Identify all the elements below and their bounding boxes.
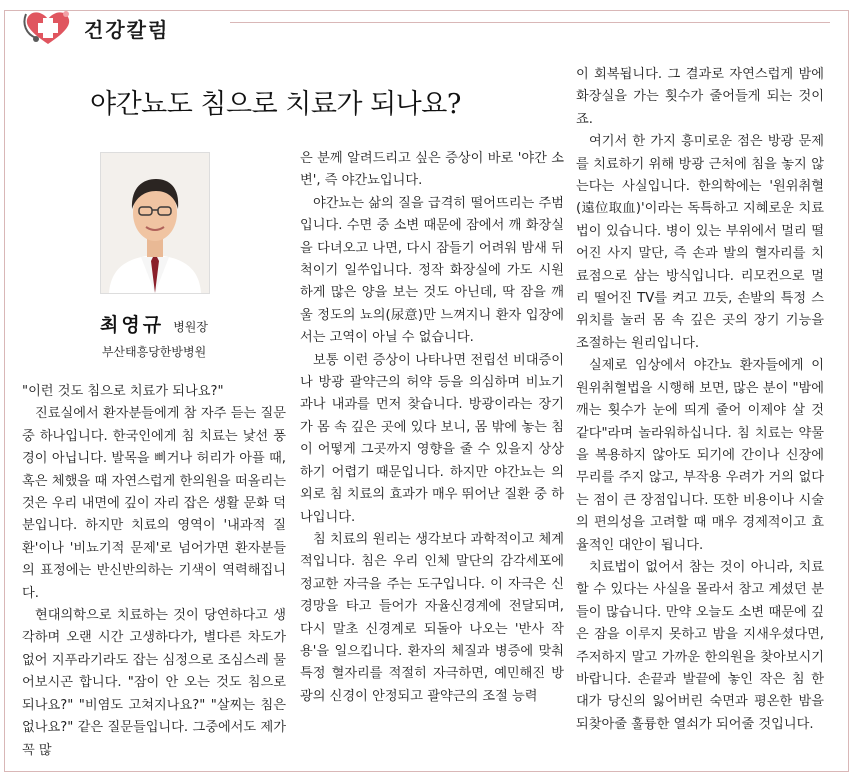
paragraph: 여기서 한 가지 흥미로운 점은 방광 문제를 치료하기 위해 방광 근처에 침을 놓지 않는다는 사실입니다. 한의학에는 '원위취혈(遠位取血)'이라는 독특하고 지혜로운 치료법이 있습니다. 병이 있는 부위에서 멀리 떨어진 사지 말단, 즉 손과 발의 혈자리를 치료점으로 삼는 방식입니다. 리모컨으로 멀리 떨어진 TV를 켜고 끄듯, 손발의 특정 스위치를 눌러 몸 속 깊은 곳의 장기 기능을 조절하는 원리입니다. xyxy=(576,134,824,351)
paragraph: 현대의학으로 치료하는 것이 당연하다고 생각하며 오랜 시간 고생하다가, 별다른 차도가 없어 지푸라기라도 잡는 심정으로 조심스레 물어보시곤 합니다. "잠이 안 오는 것도 침으로 되나요?" "비염도 고쳐지나요?" "살찌는 침은 없나요?" 같은 질문들입니다. 그중에서도 제가 꼭 많 xyxy=(22,608,286,758)
article-column-3 xyxy=(576,64,824,736)
paragraph: 침 치료의 원리는 생각보다 과학적이고 체계적입니다. 침은 우리 인체 말단의 감각세포에 정교한 자극을 주는 도구입니다. 이 자극은 신경망을 타고 들어가 자율신경계에 전달되며, 다시 말초 신경계로 되돌아 나오는 '반사 작용'을 일으킵니다. 환자의 체질과 병증에 맞춰 특정 혈자리를 적절히 자극하면, 예민해진 방광의 신경이 안정되고 괄약근의 조절 능력 xyxy=(300,531,564,704)
heart-cross-stethoscope-icon xyxy=(20,8,76,48)
section-label: 건강칼럼 xyxy=(84,17,170,42)
paragraph: 보통 이런 증상이 나타나면 전립선 비대증이나 방광 괄약근의 허약 등을 의심하며 비뇨기과나 내과를 먼저 찾습니다. 방광이라는 장기가 몸 속 깊은 곳에 있다 보니, 몸 밖에 놓는 침이 어떻게 그곳까지 영향을 줄 수 있을지 상상하기 어렵기 때문입니다. 하지만 야간뇨는 의외로 침 치료의 효과가 매우 뛰어난 질환 중 하나입니다. xyxy=(300,352,564,525)
paragraph: 실제로 임상에서 야간뇨 환자들에게 이 원위취혈법을 시행해 보면, 많은 분이 "밤에 깨는 횟수가 눈에 띄게 줄어 이제야 살 것 같다"라며 놀라워하십니다. 침 치료는 약물을 복용하지 않아도 되기에 간이나 신장에 무리를 주지 않고, 부작용 우려가 거의 없다는 점이 큰 장점입니다. 또한 비용이나 시술의 편의성을 고려할 때 매우 경제적이고 효율적인 대안이 됩니다. xyxy=(576,358,824,553)
paragraph: 야간뇨는 삶의 질을 급격히 떨어뜨리는 주범입니다. 수면 중 소변 때문에 잠에서 깨 화장실을 다녀오고 나면, 다시 잠들기 어려워 밤새 뒤척이기 일쑤입니다. 정작 화장실에 가도 시원하게 많은 양을 보는 것도 아닌데, 딱 잠을 깨울 정도의 뇨의(尿意)만 느껴지니 환자 입장에서는 고역이 아닐 수 없습니다. xyxy=(300,195,564,346)
author-org: 부산태흥당한방병원 xyxy=(101,345,207,359)
paragraph: 치료법이 없어서 참는 것이 아니라, 치료할 수 있다는 사실을 몰라서 참고 계셨던 분들이 많습니다. 만약 오늘도 소변 때문에 깊은 잠을 이루지 못하고 밤을 지새우셨다면, 주저하지 말고 가까운 한의원을 찾아보시기 바랍니다. 손끝과 발끝에 놓인 작은 침 한 대가 당신의 잃어버린 숙면과 평온한 밤을 되찾아줄 훌륭한 열쇠가 되어줄 것입니다. xyxy=(576,559,824,732)
article-column-1 xyxy=(22,381,286,762)
paragraph: "이런 것도 침으로 치료가 되나요?" xyxy=(22,384,224,399)
paragraph: 진료실에서 환자분들에게 참 자주 듣는 질문 중 하나입니다. 한국인에게 침 치료는 낯선 풍경이 아닙니다. 발목을 삐거나 허리가 아플 때, 혹은 체했을 때 자연스럽게 한의원을 떠올리는 것은 우리 내면에 깊이 자리 잡은 생활 문화 덕분입니다. 하지만 치료의 영역이 '내과적 질환'이나 '비뇨기적 문제'로 넘어가면 환자분들의 표정에는 반신반의하는 기색이 역력해집니다. xyxy=(22,406,286,601)
author-role: 병원장 xyxy=(173,320,208,334)
header-divider xyxy=(230,22,830,23)
author-name: 최영규 xyxy=(100,314,165,336)
column-header xyxy=(20,8,169,48)
author-photo xyxy=(100,152,210,294)
article-column-2 xyxy=(300,148,564,708)
paragraph: 은 분께 알려드리고 싶은 증상이 바로 '야간 소변', 즉 야간뇨입니다. xyxy=(300,151,564,189)
author-info xyxy=(84,310,224,360)
paragraph: 이 회복됩니다. 그 결과로 자연스럽게 밤에 화장실을 가는 횟수가 줄어들게 되는 것이죠. xyxy=(576,67,824,127)
article-title: 야간뇨도 침으로 치료가 되나요? xyxy=(90,89,461,120)
